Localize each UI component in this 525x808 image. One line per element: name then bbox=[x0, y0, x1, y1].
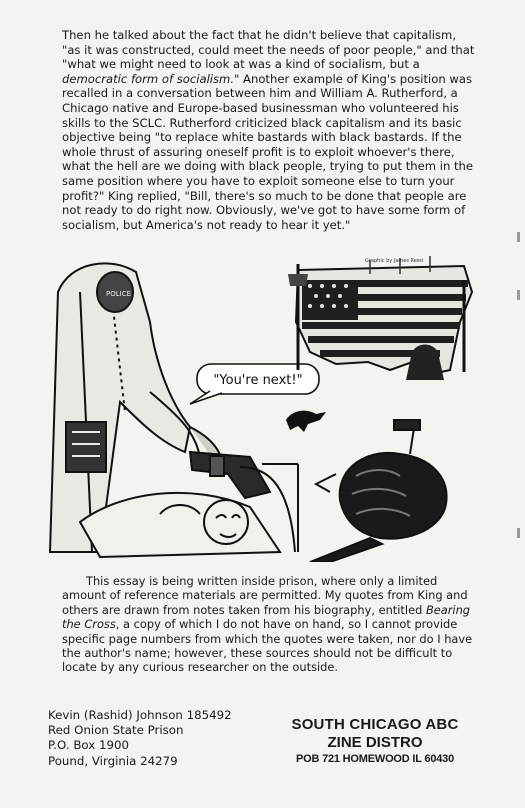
scan-edge-mark bbox=[517, 232, 520, 242]
city-state-line: Pound, Virginia 24279 bbox=[48, 753, 178, 768]
svg-text:POLICE: POLICE bbox=[106, 290, 132, 298]
distro-address: POB 721 HOMEWOOD IL 60430 bbox=[295, 753, 455, 765]
political-cartoon bbox=[40, 252, 486, 562]
panther-icon bbox=[286, 411, 326, 432]
author-address-block bbox=[48, 708, 232, 769]
distro-name: SOUTH CHICAGO ABC bbox=[291, 716, 459, 733]
us-flag-map-illustration bbox=[288, 256, 472, 380]
distro-subtitle: ZINE DISTRO bbox=[327, 734, 423, 751]
scan-edge-mark bbox=[517, 528, 520, 538]
raised-fist-illustration bbox=[310, 420, 447, 562]
speech-bubble-text: "You're next!" bbox=[213, 373, 303, 388]
author-name-line: Kevin (Rashid) Johnson 185492 bbox=[48, 708, 232, 722]
scan-edge-mark bbox=[517, 290, 520, 300]
p1-italic-phrase: democratic form of socialism. bbox=[62, 71, 235, 86]
prison-name-line: Red Onion State Prison bbox=[48, 723, 184, 738]
gun-illustration bbox=[190, 452, 270, 498]
distro-credit-block bbox=[282, 716, 468, 767]
p1-text-b: " Another example of King's position was recalled in a conversation between him and William A. Rutherford, a Chicago native and Europe-based businessman who volunteered his skills to the SCLC. Rutherford criticized black capitalism and its basic objective being "to replace white bastards with black bastards. If the whole thrust of assuring oneself profit is to exploit whoever's there, what the hell are we doing with black people, trying to put them in the same position where you have to exploit someone else to turn your profit?" King replied, "Bill, there's so much to be done that people are not ready to do right now. Obviously, we've got to have some form of socialism, but America's not ready to hear it yet." bbox=[62, 71, 474, 232]
p2-text-a: This essay is being written inside prison, where only a limited amount of reference materials are permitted. My quotes from King and others are drawn from notes taken from his biography, entitled bbox=[62, 574, 468, 617]
body-paragraph-2 bbox=[62, 574, 476, 675]
speech-bubble bbox=[190, 364, 319, 404]
p2-text-b: , a copy of which I do not have on hand, so I cannot provide specific page numbers from which the quotes were taken, nor do I have the author's name; however, these sources should not be difficult to locate by any curious researcher on the outside. bbox=[62, 617, 473, 675]
p1-text-a: Then he talked about the fact that he didn't believe that capitalism, "as it was constructed, could meet the needs of poor people," and that "what we might need to look at was a kind of socialism, but a bbox=[62, 28, 475, 72]
baby-illustration bbox=[80, 464, 298, 557]
map-caption: Graphic by James Reed bbox=[365, 258, 424, 264]
body-paragraph-1 bbox=[62, 28, 476, 232]
book-title: Bearing the Cross bbox=[62, 602, 471, 632]
po-box-line: P.O. Box 1900 bbox=[48, 738, 130, 753]
